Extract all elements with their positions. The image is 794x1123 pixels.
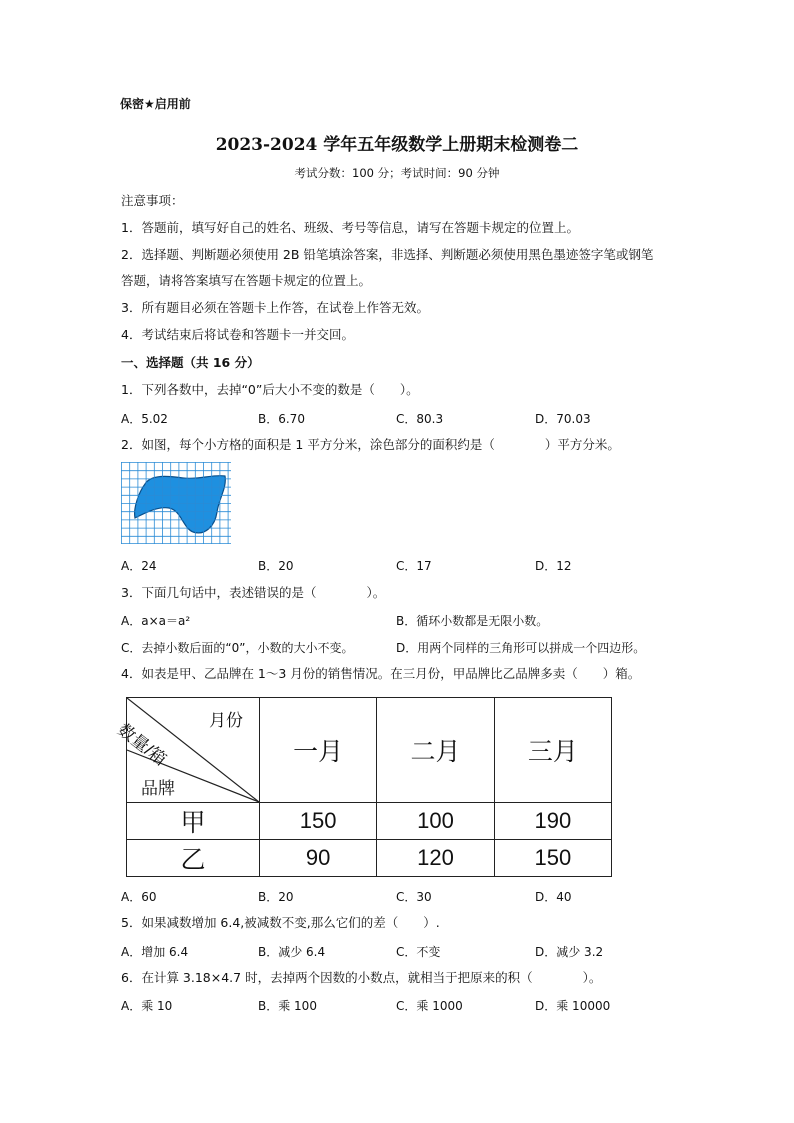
month-header: 二月 <box>377 698 494 803</box>
note-item: 1．答题前，填写好自己的姓名、班级、考号等信息，请写在答题卡规定的位置上。 <box>121 220 579 235</box>
option-b[interactable]: B．减少 6.4 <box>258 945 326 959</box>
section-title: 一、选择题（共 16 分） <box>121 355 260 370</box>
option-d[interactable]: D．70.03 <box>535 412 591 426</box>
exam-title: 2023-2024 学年五年级数学上册期末检测卷二 <box>215 135 579 155</box>
table-cell: 100 <box>377 803 494 840</box>
option-b[interactable]: B．20 <box>258 559 294 573</box>
table-cell: 90 <box>260 840 377 877</box>
table-cell: 120 <box>377 840 494 877</box>
table-row <box>127 803 612 840</box>
corner-month-label: 月份 <box>209 711 243 730</box>
option-c[interactable]: C．不变 <box>396 945 441 959</box>
question-stem: 2．如图，每个小方格的面积是 1 平方分米，涂色部分的面积约是（ ）平方分米。 <box>121 437 620 452</box>
question-stem: 6．在计算 3.18×4.7 时，去掉两个因数的小数点，就相当于把原来的积（ ）。 <box>121 970 602 985</box>
option-d[interactable]: D．12 <box>535 559 572 573</box>
note-item: 答题，请将答案填写在答题卡规定的位置上。 <box>121 273 372 288</box>
confidential-mark: 保密★启用前 <box>120 97 191 111</box>
note-item: 3．所有题目必须在答题卡上作答，在试卷上作答无效。 <box>121 300 429 315</box>
option-c[interactable]: C．乘 1000 <box>396 999 463 1013</box>
table-corner-cell <box>114 698 260 803</box>
option-d[interactable]: D．40 <box>535 890 572 904</box>
question-stem: 5．如果减数增加 6.4,被减数不变,那么它们的差（ ）. <box>121 915 440 930</box>
option-d[interactable]: D．乘 10000 <box>535 999 611 1013</box>
corner-brand-label: 品牌 <box>141 779 175 798</box>
option-c[interactable]: C．80.3 <box>396 412 444 426</box>
option-a[interactable]: A．5.02 <box>121 412 168 426</box>
sales-table <box>114 697 612 877</box>
table-cell: 150 <box>260 803 377 840</box>
note-item: 2．选择题、判断题必须使用 2B 铅笔填涂答案，非选择、判断题必须使用黑色墨迹签字笔或钢笔 <box>121 247 654 262</box>
question-stem: 4．如表是甲、乙品牌在 1～3 月份的销售情况。在三月份，甲品牌比乙品牌多卖（ ）箱。 <box>121 666 641 681</box>
option-a[interactable]: A．60 <box>121 890 157 904</box>
table-cell: 190 <box>494 803 611 840</box>
month-header: 三月 <box>494 698 611 803</box>
corner-quantity-label: 数量/箱 <box>114 719 170 770</box>
option-c[interactable]: C．去掉小数后面的“0”，小数的大小不变。 <box>121 641 354 655</box>
brand-label: 甲 <box>127 803 260 840</box>
option-d[interactable]: D．减少 3.2 <box>535 945 604 959</box>
option-c[interactable]: C．17 <box>396 559 432 573</box>
option-a[interactable]: A．a×a＝a² <box>121 614 191 628</box>
question-stem: 1．下列各数中，去掉“0”后大小不变的数是（ ）。 <box>121 382 419 397</box>
option-b[interactable]: B．乘 100 <box>258 999 317 1013</box>
option-a[interactable]: A．增加 6.4 <box>121 945 189 959</box>
exam-info: 考试分数：100 分；考试时间：90 分钟 <box>294 166 500 180</box>
question-stem: 3．下面几句话中，表述错误的是（ ）。 <box>121 585 386 600</box>
option-b[interactable]: B．20 <box>258 890 294 904</box>
option-a[interactable]: A．乘 10 <box>121 999 173 1013</box>
brand-label: 乙 <box>127 840 260 877</box>
area-grid-figure <box>121 462 231 544</box>
table-row <box>127 840 612 877</box>
option-a[interactable]: A．24 <box>121 559 157 573</box>
option-c[interactable]: C．30 <box>396 890 432 904</box>
month-header: 一月 <box>260 698 377 803</box>
option-d[interactable]: D．用两个同样的三角形可以拼成一个四边形。 <box>396 641 646 655</box>
note-item: 4．考试结束后将试卷和答题卡一并交回。 <box>121 327 354 342</box>
table-cell: 150 <box>494 840 611 877</box>
option-b[interactable]: B．循环小数都是无限小数。 <box>396 614 549 628</box>
option-b[interactable]: B．6.70 <box>258 412 305 426</box>
notes-heading: 注意事项： <box>121 193 184 208</box>
